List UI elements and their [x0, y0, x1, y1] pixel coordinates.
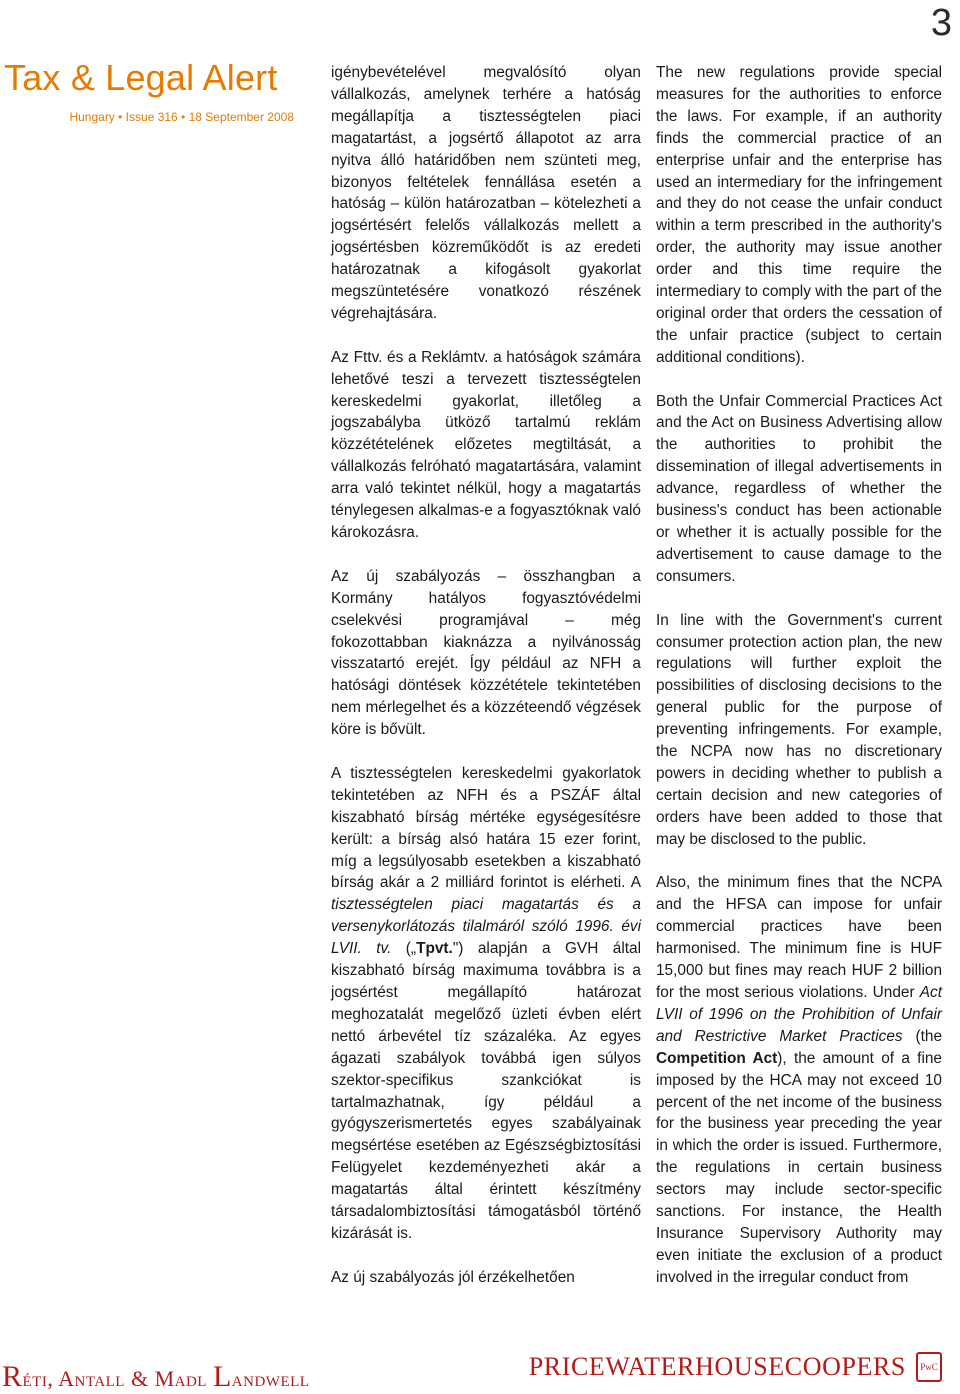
newsletter-title: Tax & Legal Alert — [4, 57, 278, 98]
hu-p4-text-a: A tisztességtelen kereskedelmi gyakorlatok tekintetében az NFH és a PSZÁF által kiszabható bírság mértéke egységesítésre került: a bírság alsó határa 15 ezer forint, míg a legsúlyosabb esetekben a kiszabható bírság akár a 2 milliárd forintot is elérheti. A — [331, 764, 641, 892]
hu-p4-text-b: („ — [391, 940, 417, 958]
logo-landwell: andwell — [231, 1366, 310, 1391]
law-firm-logo — [2, 1360, 309, 1394]
hu-paragraph-2: Az Fttv. és a Reklámtv. a hatóságok számára lehetővé teszi a tervezett tisztességtelen kereskedelmi gyakorlat, illetőleg a jogszabályba ütköző tartalmú reklám közzétételének előzetes megtiltását, a vállalkozás felróható magatartására, valamint arra való tekintet nélkül, hogy a magatartás ténylegesen alkalmas-e a fogyasztóknak való károkozásra. — [331, 348, 641, 542]
en-p4-text-a: Also, the minimum fines that the NCPA and the HFSA can impose for unfair commercial practices have been harmonised. The minimum fine is HUF 15,000 but fines may reach HUF 2 billion for the most serious violations. Under — [656, 874, 942, 1002]
hu-p4-text-c: ") alapján a GVH által kiszabható bírság maximuma továbbra is a jogsértést megállapító határozat meghozatalát megelőző üzleti évben elért nettó árbevétel tíz százaléka. Az egyes ágazati szabályok továbbá igen súlyos szektor-specifikus szankciókat is tartalmazhatnak, így például a gyógyszerismertetés egyes szabályainak megsértése esetében az Egészségbiztosítási Felügyelet kezdeményezheti akár a magatartás által érintett készítmény társadalombiztosítási támogatásból történő kizárását is. — [331, 940, 641, 1242]
en-paragraph-3: In line with the Government's current consumer protection action plan, the new regulations will further exploit the possibilities of disclosing decisions to the general public for the purpose of preventing infringements. For example, the NCPA now has no discretionary powers in deciding whether to publish a certain decision and new categories of orders have been added to those that may be disclosed to the public. — [656, 611, 942, 848]
logo-initial-r: R — [2, 1360, 23, 1393]
en-p4-abbrev: Competition Act — [656, 1049, 778, 1067]
english-column — [656, 62, 942, 1289]
pwc-wordmark: PRICEWATERHOUSECOOPERS — [528, 1352, 906, 1381]
hu-paragraph-1: igénybevételével megvalósító olyan vállalkozás, amelynek terhére a hatóság megállapítja a tisztességtelen piaci magatartást, a jogsértő állapotot az arra nyitva álló határidőben nem szünteti meg, bizonyos feltételek fennállása esetén a hatóság – külön határozatban – kötelezheti a jogsértésért felelős vállalkozás mellett a jogsértésben közreműködőt is az eredeti határozatnak a kifogásolt gyakorlat megszüntetésére vonatkozó részének végrehajtására. — [331, 64, 641, 322]
masthead — [4, 56, 300, 124]
en-p4-law-title: Act LVII of 1996 on the Prohibition of Unfair and Restrictive Market Practices — [656, 984, 942, 1045]
hu-paragraph-5: Az új szabályozás jól érzékelhetően — [331, 1268, 575, 1286]
pwc-logo — [529, 1352, 942, 1382]
en-paragraph-4 — [656, 872, 942, 1288]
en-paragraph-2: Both the Unfair Commercial Practices Act and the Act on Business Advertising allow the authorities to prohibit the dissemination of illegal advertisements in advance, regardless of whether the business's conduct has been actionable or whether it is actually possible for the advertisement to cause damage to the consumers. — [656, 392, 942, 585]
en-paragraph-1: The new regulations provide special measures for the authorities to enforce the laws. For example, if an authority finds the commercial practice of an enterprise unfair and the enterprise has used an intermediary for the infringement and they do not cease the unfair conduct within a term prescribed in the authority's order, the authority may issue another order and this time require the intermediary to comply with the part of the original order that orders the cessation of the unfair practice (subject to certain additional conditions). — [656, 64, 942, 366]
hu-p4-law-title: tisztességtelen piaci magatartás és a versenykorlátozás tilalmáról szóló 1996. évi LVII. tv. — [331, 896, 641, 958]
hu-paragraph-4 — [331, 763, 641, 1245]
en-p4-text-c: ), the amount of a fine imposed by the HCA may not exceed 10 percent of the net income of the business for the business year preceding the year in which the order is issued. Furthermore, the regulations in certain business sectors may include sector-specific sanctions. For instance, the Health Insurance Supervisory Authority may even initiate the exclusion of a product involved in the irregular conduct from — [656, 1049, 942, 1286]
en-p4-text-b: (the — [902, 1027, 943, 1045]
pwc-emblem-icon: PwC — [916, 1352, 942, 1382]
hungarian-column — [331, 62, 641, 1289]
logo-firm-names: éti, Antall & Madl — [22, 1366, 213, 1391]
hu-p4-abbrev: Tpvt. — [416, 940, 453, 958]
hu-paragraph-3: Az új szabályozás – összhangban a Kormány hatályos fogyasztóvédelmi cselekvési programjával – még fokozottabban kiaknázza a nyilvánosság visszatartó erejét. Így például az NFH a hatósági döntések közzététele tekintetében nem mérlegelhet és a közzéteendő végzések köre is bővült. — [331, 567, 641, 739]
logo-initial-l: L — [212, 1360, 232, 1393]
issue-info: Hungary • Issue 316 • 18 September 2008 — [69, 110, 294, 124]
page-number: 3 — [930, 2, 952, 44]
